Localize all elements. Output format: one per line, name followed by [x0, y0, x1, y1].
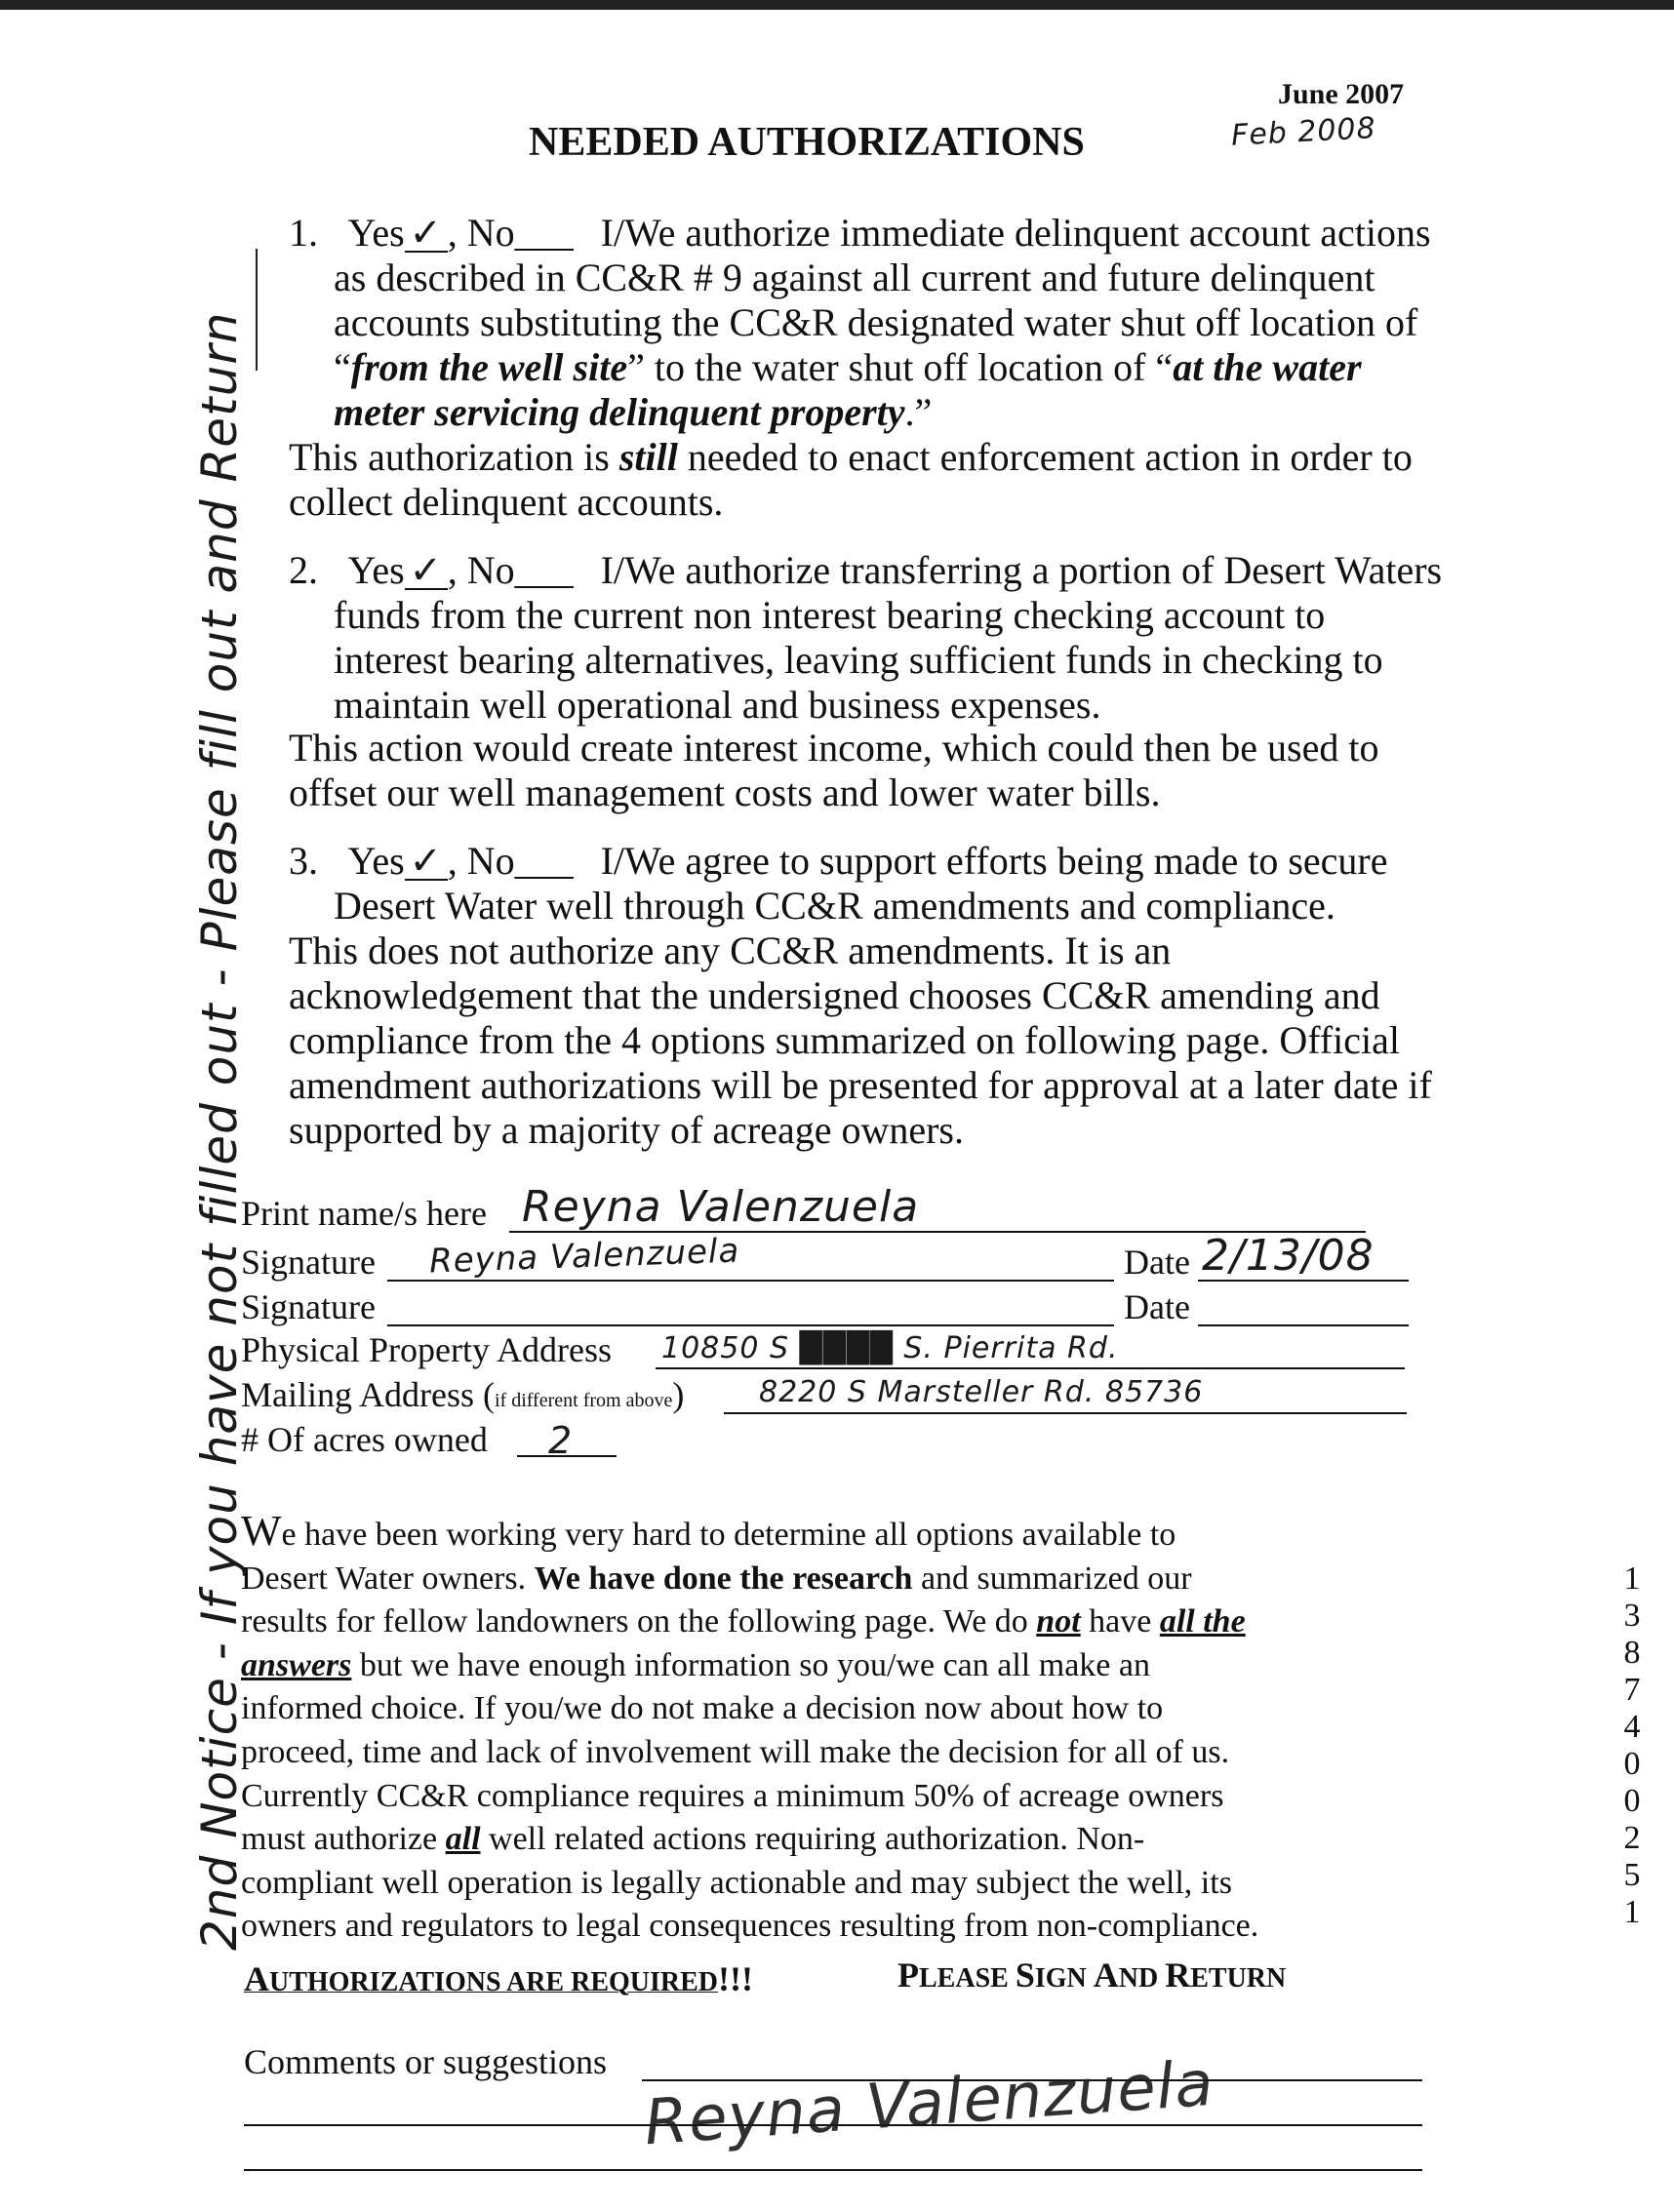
item-3-note [289, 928, 1459, 1153]
yes-checkmark: ✓ [405, 553, 448, 590]
item-line: maintain well operational and business expenses. [334, 683, 1101, 727]
page-title: NEEDED AUTHORIZATIONS [529, 120, 1085, 165]
item-number: 3. [289, 839, 318, 883]
mailing-address-value[interactable]: 8220 S Marsteller Rd. 85736 [759, 1375, 1204, 1409]
emphasis-not: not [1036, 1603, 1081, 1640]
item-2 [289, 548, 1459, 728]
mailing-address-line [724, 1412, 1407, 1414]
note-emphasis: still [618, 435, 678, 479]
no-label: , No___ [447, 548, 574, 592]
property-address-line [656, 1367, 1405, 1369]
margin-handwritten-note: 2nd Notice - If you have not filled out - Please fill out and Return [191, 311, 248, 1951]
item-1-note [289, 435, 1459, 525]
item-line: Desert Water well through CC&R amendments and compliance. [334, 884, 1335, 928]
bold-phrase: We have done the research [534, 1560, 913, 1597]
note-text: This authorization is [289, 435, 619, 479]
note-text: collect delinquent accounts. [289, 480, 724, 524]
note-text: amendment authorizations will be presented for approval at a later date if [289, 1063, 1432, 1107]
item-2-note [289, 726, 1459, 815]
print-name-label: Print name/s here [241, 1194, 487, 1233]
date-2-label: Date [1124, 1287, 1190, 1326]
item-line: as described in CC&R # 9 against all current and future delinquent [334, 256, 1375, 299]
comments-label: Comments or suggestions [244, 2042, 608, 2081]
quote-from-well-site: from the well site [350, 345, 628, 389]
quote-mark: .” [904, 390, 933, 434]
property-address-label: Physical Property Address [241, 1330, 612, 1369]
comments-signature[interactable]: Reyna Valenzuela [642, 2047, 1216, 2160]
authorizations-required: AUTHORIZATIONS ARE REQUIRED!!! [244, 1959, 753, 1998]
note-text: compliance from the 4 options summarized on following page. Official [289, 1018, 1400, 1062]
comments-line-3 [244, 2169, 1422, 2171]
item-line: accounts substituting the CC&R designated water shut off location of [334, 300, 1418, 344]
item-number: 1. [289, 211, 318, 255]
acres-owned-value[interactable]: 2 [548, 1419, 574, 1462]
date-label: Date [1124, 1243, 1190, 1282]
item-3 [289, 839, 1459, 928]
margin-bracket [256, 249, 258, 371]
item-line: I/We authorize transferring a portion of Desert Waters [600, 548, 1443, 592]
signature-line [387, 1280, 1114, 1282]
mailing-address-label: Mailing Address (if different from above) [241, 1375, 685, 1414]
side-document-number: 1387400251 [1623, 1560, 1641, 1930]
scan-edge [0, 0, 1674, 10]
date-value[interactable]: 2/13/08 [1202, 1231, 1375, 1281]
no-label: , No___ [447, 839, 574, 883]
drop-cap: W [241, 1507, 282, 1555]
print-name-value[interactable]: Reyna Valenzuela [522, 1182, 920, 1232]
note-text: offset our well management costs and lower water bills. [289, 770, 1161, 814]
yes-label: Yes [347, 839, 405, 883]
date-handwritten: Feb 2008 [1230, 111, 1377, 153]
signature-value[interactable]: Reyna Valenzuela [428, 1231, 740, 1282]
signature-2-label: Signature [241, 1287, 376, 1326]
note-text: supported by a majority of acreage owners. [289, 1108, 964, 1152]
no-label: , No___ [447, 211, 574, 255]
date-2-line [1198, 1324, 1409, 1326]
item-text: ” to the water shut off location of “ [627, 345, 1174, 389]
item-number: 2. [289, 548, 318, 592]
note-text: This action would create interest income, which could then be used to [289, 726, 1379, 770]
quote-at-water: at the water [1173, 345, 1362, 389]
note-text: needed to enact enforcement action in order to [677, 435, 1413, 479]
property-address-value[interactable]: 10850 S ████ S. Pierrita Rd. [661, 1331, 1119, 1365]
item-line: interest bearing alternatives, leaving sufficient funds in checking to [334, 638, 1383, 682]
yes-label: Yes [347, 211, 405, 255]
quote-meter: meter servicing delinquent property [334, 390, 905, 434]
date-printed: June 2007 [1278, 78, 1405, 110]
please-sign-and-return: PLEASE SIGN AND RETURN [897, 1955, 1287, 1995]
item-line: I/We agree to support efforts being made to secure [600, 839, 1388, 883]
note-text: This does not authorize any CC&R amendments. It is an [289, 928, 1172, 972]
signature-2-line [387, 1324, 1114, 1326]
emphasis-all: all [445, 1821, 481, 1858]
item-line: funds from the current non interest bearing checking account to [334, 593, 1326, 637]
item-line: I/We authorize immediate delinquent account actions [600, 211, 1431, 255]
quote-mark: “ [334, 345, 351, 389]
yes-checkmark: ✓ [405, 216, 448, 253]
signature-label: Signature [241, 1243, 376, 1282]
emphasis-all-the: all the [1159, 1603, 1246, 1640]
yes-label: Yes [347, 548, 405, 592]
item-1 [289, 211, 1459, 435]
info-paragraph: We have been working very hard to determine all options available to Desert Water owners. We have done the research and summarized our results for fellow landowners on the following page. We do not have all the answers but we have enough information so you/we can all make an informed choice. If you/we do not make a decision now about how to proceed, time and lack of involvement will make the decision for all of us. Currently CC&R compliance requires a minimum 50% of acreage owners must authorize all well related actions requiring authorization. Non- compliant well operation is legally actionable and may subject the well, its owners and regulators to legal consequences resulting from non-compliance. [241, 1507, 1259, 1945]
yes-checkmark: ✓ [405, 844, 448, 881]
note-text: acknowledgement that the undersigned chooses CC&R amending and [289, 973, 1380, 1017]
emphasis-answers: answers [241, 1646, 352, 1683]
acres-owned-label: # Of acres owned [241, 1420, 488, 1459]
